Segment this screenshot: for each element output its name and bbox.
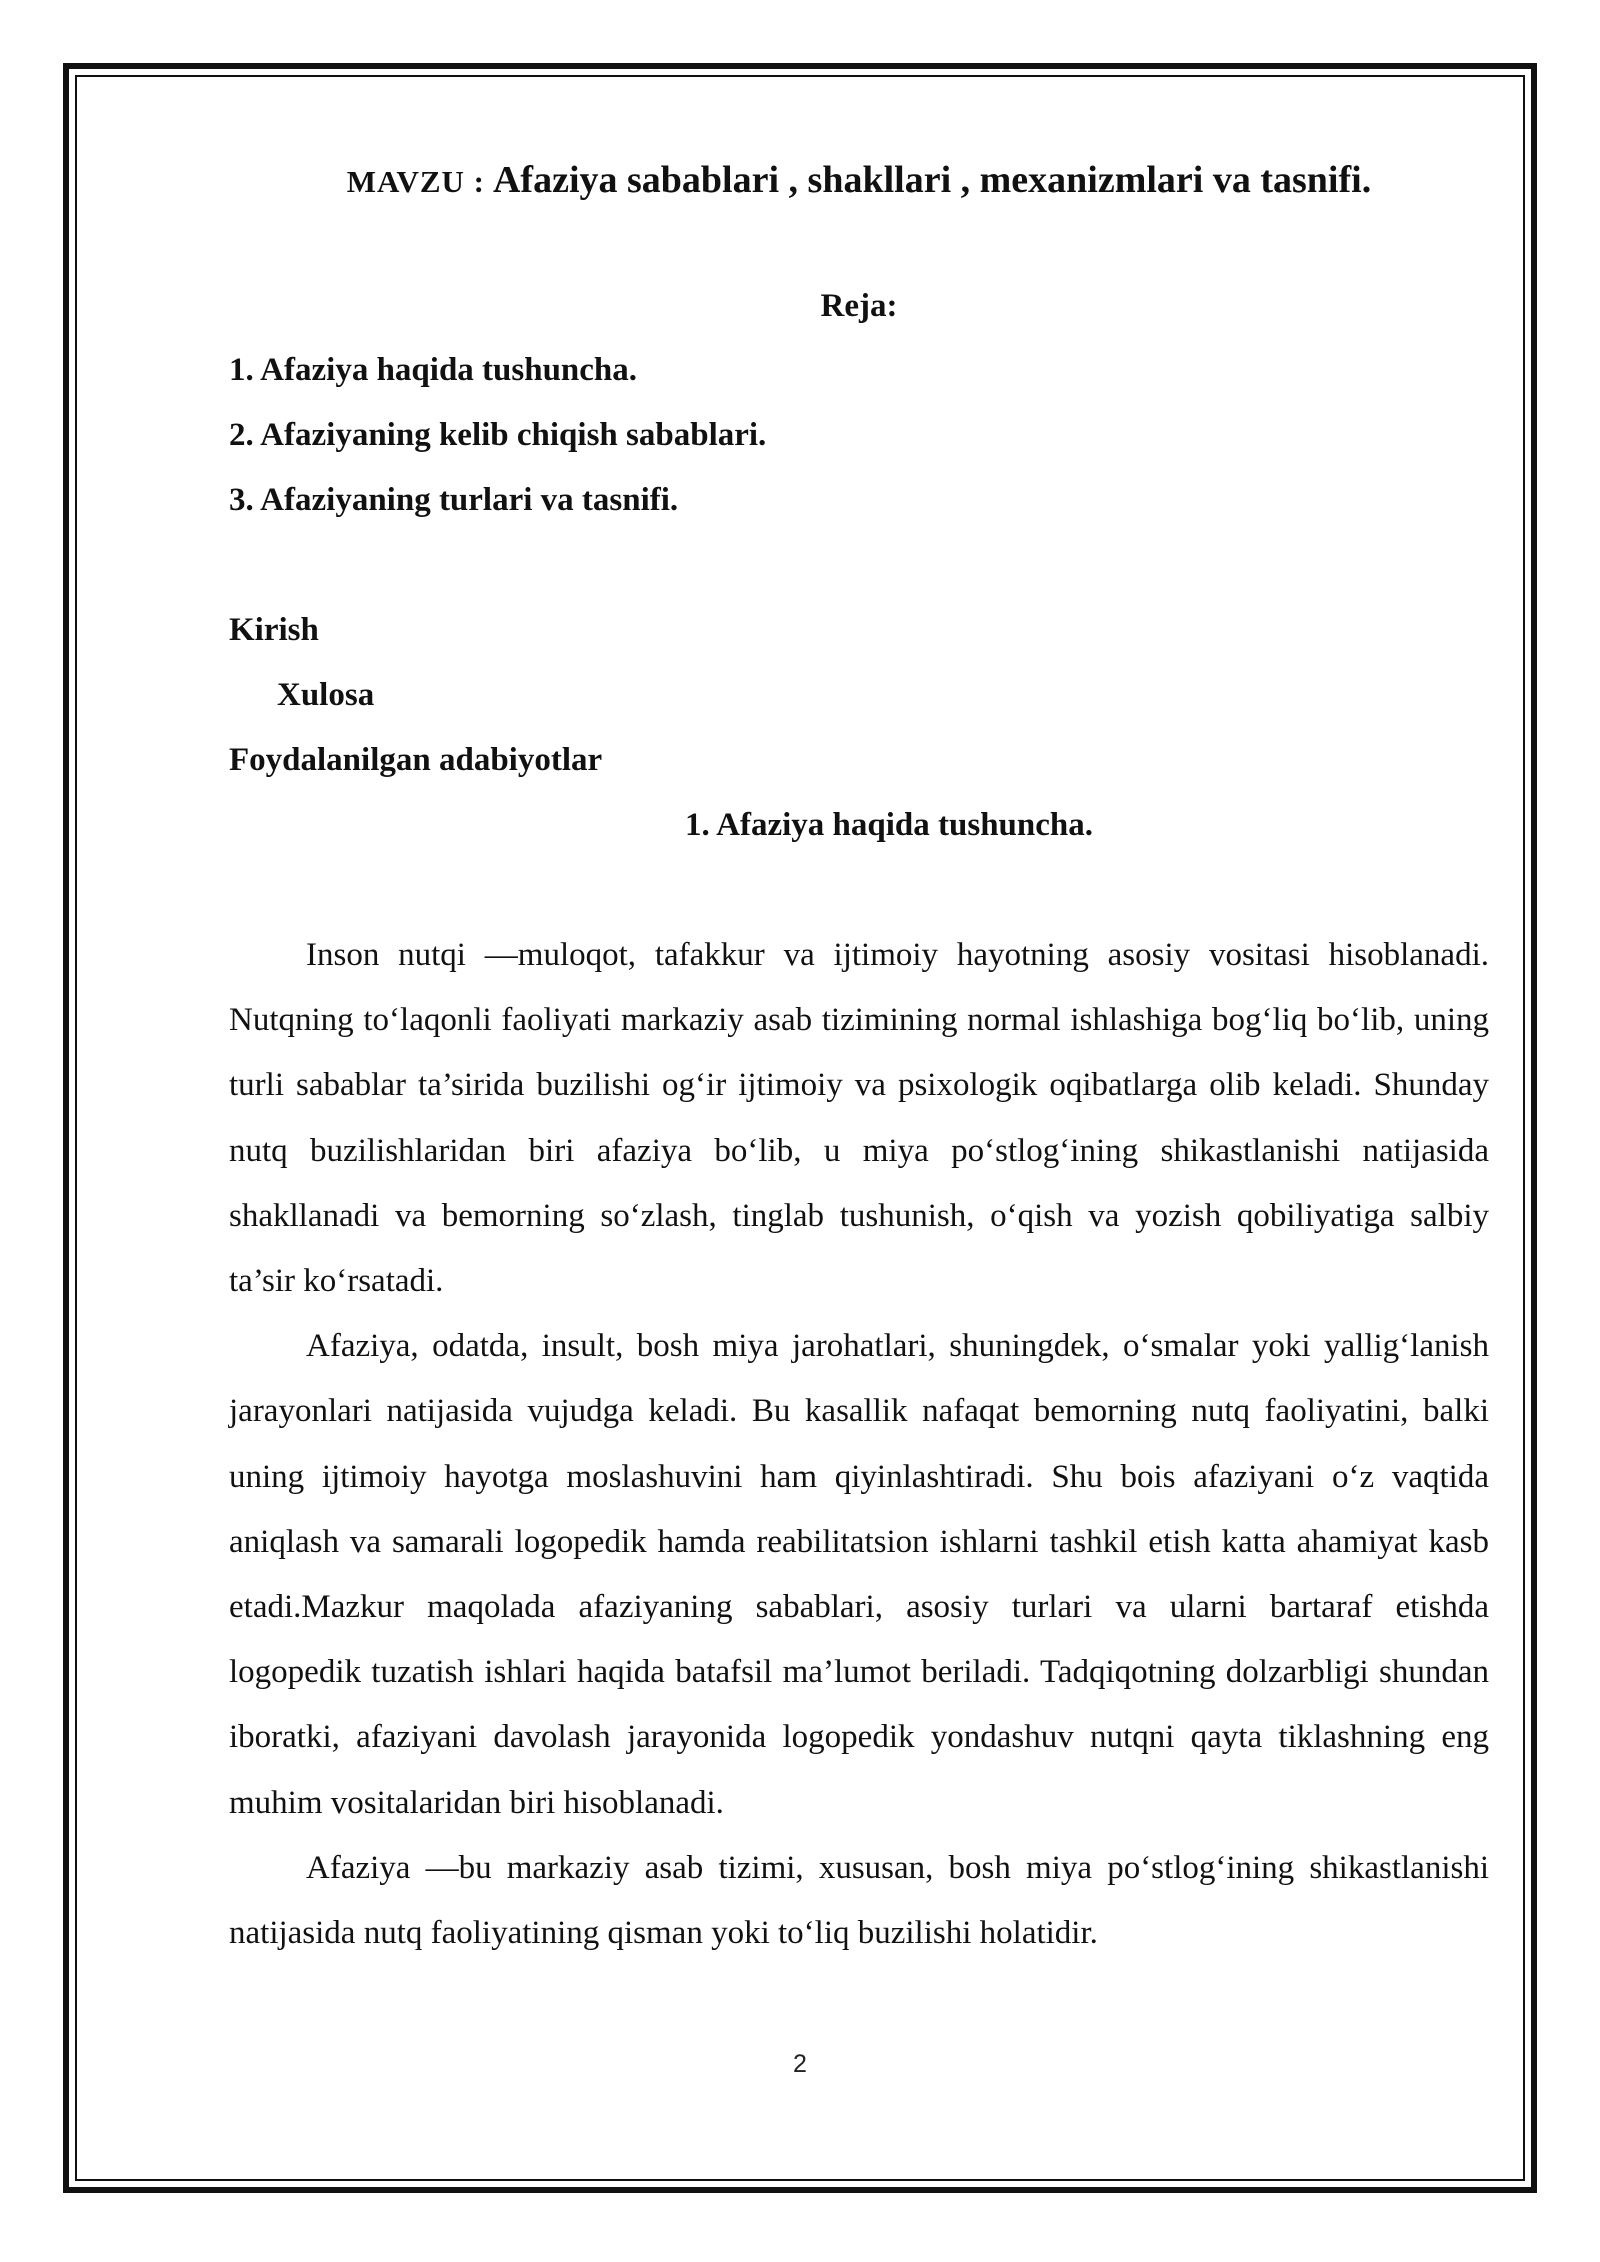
document-title bbox=[229, 150, 1489, 210]
section-intro: Kirish bbox=[229, 612, 319, 648]
paragraph: Afaziya —bu markaziy asab tizimi, xususan, bosh miya po‘stlog‘ining shikastlanishi natijasida nutq faoliyatining qisman yoki to‘liq buzilishi holatidir. bbox=[229, 1849, 1489, 1952]
plan-heading: Reja: bbox=[820, 288, 898, 324]
paragraph: Inson nutqi —muloqot, tafakkur va ijtimoiy hayotning asosiy vositasi hisoblanadi. Nutqning to‘laqonli faoliyati markaziy asab tizimining normal ishlashiga bog‘liq bo‘lib, uning turli sabablar ta’sirida buzilishi og‘ir ijtimoiy va psixologik oqibatlarga olib keladi. Shunday nutq buzilishlaridan biri afaziya bo‘lib, u miya po‘stlog‘ining shikastlanishi natijasida shakllanadi va bemorning so‘zlash, tinglab tushunish, o‘qish va yozish qobiliyatiga salbiy ta’sir ko‘rsatadi. bbox=[229, 937, 1489, 1300]
sections-list bbox=[229, 598, 1489, 793]
plan-list bbox=[229, 338, 1489, 533]
document-content bbox=[229, 150, 1489, 1966]
section-references: Foydalanilgan adabiyotlar bbox=[229, 742, 603, 778]
plan-item: 2. Afaziyaning kelib chiqish sabablari. bbox=[229, 417, 767, 453]
title-topic: Afaziya sabablari , shakllari , mexanizmlari va tasnifi. bbox=[492, 159, 1372, 201]
title-prefix: MAVZU : bbox=[346, 164, 485, 199]
paragraph: Afaziya, odatda, insult, bosh miya jarohatlari, shuningdek, o‘smalar yoki yallig‘lanish jarayonlari natijasida vujudga keladi. Bu kasallik nafaqat bemorning nutq faoliyatini, balki uning ijtimoiy hayotga moslashuvini ham qiyinlashtiradi. Shu bois afaziyani o‘z vaqtida aniqlash va samarali logopedik hamda reabilitatsion ishlarni tashkil etish katta ahamiyat kasb etadi.Mazkur maqolada afaziyaning sabablari, asosiy turlari va ularni bartaraf etishda logopedik tuzatish ishlari haqida batafsil ma’lumot beriladi. Tadqiqotning dolzarbligi shundan iboratki, afaziyani davolash jarayonida logopedik yondashuv nutqni qayta tiklashning eng muhim vositalaridan biri hisoblanadi. bbox=[229, 1328, 1489, 1821]
section-heading: 1. Afaziya haqida tushuncha. bbox=[684, 807, 1094, 843]
body-text bbox=[229, 923, 1489, 1966]
plan-item: 3. Afaziyaning turlari va tasnifi. bbox=[229, 482, 679, 518]
plan-item: 1. Afaziya haqida tushuncha. bbox=[229, 352, 638, 388]
section-conclusion: Xulosa bbox=[277, 677, 375, 713]
page-number: 2 bbox=[793, 2050, 807, 2078]
